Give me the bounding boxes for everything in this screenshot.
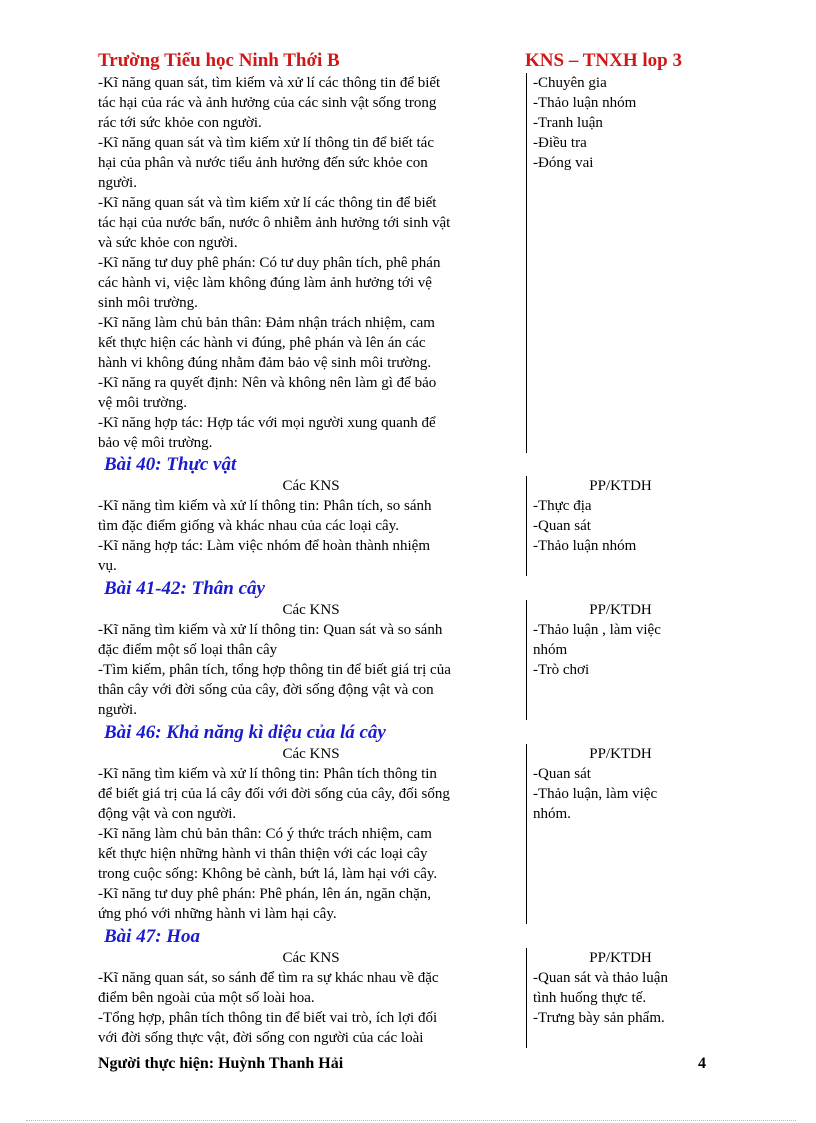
skill-text-line: người. — [98, 702, 137, 718]
method-text-line: -Trưng bày sản phẩm. — [533, 1010, 665, 1026]
method-text-line: -Thảo luận, làm việc — [533, 786, 658, 802]
skills-column — [98, 744, 524, 924]
skill-text-line: rác tới sức khỏe con người. — [98, 115, 262, 131]
method-text-line: -Quan sát — [533, 518, 591, 534]
skill-text-line: -Kĩ năng quan sát, so sánh để tìm ra sự khác nhau về đặc — [98, 970, 439, 986]
skill-text-line: -Kĩ năng tư duy phê phán: Có tư duy phân tích, phê phán — [98, 255, 441, 271]
column-divider — [526, 948, 527, 1048]
skill-text-line: để biết giá trị của lá cây đối với đời sống của cây, đối sống — [98, 786, 450, 802]
method-text-line: -Thảo luận nhóm — [533, 95, 637, 111]
skill-text-line: và sức khỏe con người. — [98, 235, 238, 251]
skill-text-line: người. — [98, 175, 137, 191]
column-divider — [526, 600, 527, 720]
skills-column — [98, 476, 524, 576]
skills-column-header: Các KNS — [282, 602, 340, 618]
page-number: 4 — [698, 1055, 706, 1072]
skill-text-line: vệ môi trường. — [98, 395, 187, 411]
lesson-table-row — [98, 600, 713, 720]
skill-text-line: -Kĩ năng hợp tác: Hợp tác với mọi người xung quanh để — [98, 415, 436, 431]
skills-column-header: Các KNS — [282, 746, 340, 762]
skill-text-line: -Kĩ năng quan sát, tìm kiếm và xử lí các thông tin để biết — [98, 75, 441, 91]
method-text-line: -Quan sát và thảo luận — [533, 970, 668, 986]
skill-text-line: ứng phó với những hành vi làm hại cây. — [98, 906, 337, 922]
method-text-line: nhóm — [533, 642, 568, 658]
skill-text-line: tìm đặc điểm giống và khác nhau của các loại cây. — [98, 518, 399, 534]
method-text-line: tình huống thực tế. — [533, 990, 647, 1006]
method-text-line: -Đóng vai — [533, 155, 594, 171]
skill-text-line: tác hại của rác và ảnh hưởng của các sinh vật sống trong — [98, 95, 437, 111]
skill-text-line: các hành vi, việc làm không đúng làm ảnh hưởng tới vệ — [98, 275, 432, 291]
skill-text-line: kết thực hiện những hành vi thân thiện với các loại cây — [98, 846, 428, 862]
skill-text-line: -Kĩ năng hợp tác: Làm việc nhóm để hoàn thành nhiệm — [98, 538, 431, 554]
lesson-table-row — [98, 476, 713, 576]
skill-text-line: -Tổng hợp, phân tích thông tin để biết vai trò, ích lợi đối — [98, 1010, 438, 1026]
method-text-line: nhóm. — [533, 806, 571, 822]
methods-column — [533, 476, 708, 556]
lesson-title: Bài 46: Khả năng kì diệu của lá cây — [104, 722, 386, 743]
skill-text-line: trong cuộc sống: Không bẻ cành, bứt lá, làm hại với cây. — [98, 866, 438, 882]
skills-column — [98, 948, 524, 1048]
skill-text-line: vụ. — [98, 558, 117, 574]
lesson-title: Bài 47: Hoa — [104, 926, 201, 947]
methods-column — [533, 73, 708, 173]
methods-column-header: PP/KTDH — [589, 746, 652, 762]
lesson-table-row — [98, 744, 713, 924]
skill-text-line: -Kĩ năng tư duy phê phán: Phê phán, lên án, ngăn chặn, — [98, 886, 432, 902]
lesson-table-row — [98, 948, 713, 1048]
methods-column-header: PP/KTDH — [589, 950, 652, 966]
method-text-line: -Chuyên gia — [533, 75, 607, 91]
skill-text-line: thân cây với đời sống của cây, đời sống động vật và con — [98, 682, 434, 698]
methods-column-header: PP/KTDH — [589, 478, 652, 494]
skill-text-line: -Kĩ năng tìm kiếm và xử lí thông tin: Phân tích, so sánh — [98, 498, 432, 514]
methods-column — [533, 744, 708, 824]
subject-title: KNS – TNXH lop 3 — [525, 50, 682, 71]
column-divider — [526, 744, 527, 924]
skill-text-line: bảo vệ môi trường. — [98, 435, 213, 451]
methods-column — [533, 600, 708, 680]
method-text-line: -Trò chơi — [533, 662, 590, 678]
skill-text-line: hành vi không đúng nhằm đảm bảo vệ sinh môi trường. — [98, 355, 432, 371]
column-divider — [526, 476, 527, 576]
methods-column-header: PP/KTDH — [589, 602, 652, 618]
skills-column-header: Các KNS — [282, 478, 340, 494]
skill-text-line: -Kĩ năng làm chủ bản thân: Có ý thức trách nhiệm, cam — [98, 826, 432, 842]
skill-text-line: điểm bên ngoài của một số loài hoa. — [98, 990, 315, 1006]
skill-text-line: -Kĩ năng làm chủ bản thân: Đảm nhận trách nhiệm, cam — [98, 315, 435, 331]
skills-column — [98, 600, 524, 720]
method-text-line: -Thực địa — [533, 498, 592, 514]
lesson-title: Bài 41-42: Thân cây — [104, 578, 265, 599]
method-text-line: -Thảo luận nhóm — [533, 538, 637, 554]
skill-text-line: kết thực hiện các hành vi đúng, phê phán và lên án các — [98, 335, 426, 351]
skill-text-line: hại của phân và nước tiểu ảnh hưởng đến sức khỏe con — [98, 155, 428, 171]
intro-table-row — [98, 73, 713, 453]
skill-text-line: -Kĩ năng ra quyết định: Nên và không nên làm gì để bảo — [98, 375, 437, 391]
skill-text-line: đặc điểm một số loại thân cây — [98, 642, 278, 658]
skill-text-line: -Kĩ năng tìm kiếm và xử lí thông tin: Quan sát và so sánh — [98, 622, 443, 638]
skill-text-line: với đời sống thực vật, đời sống con người của các loài — [98, 1030, 424, 1046]
author-footer: Người thực hiện: Huỳnh Thanh Hải — [98, 1055, 344, 1072]
method-text-line: -Thảo luận , làm việc — [533, 622, 661, 638]
skills-column — [98, 73, 524, 453]
skill-text-line: -Kĩ năng tìm kiếm và xử lí thông tin: Phân tích thông tin — [98, 766, 437, 782]
skill-text-line: -Kĩ năng quan sát và tìm kiếm xử lí thông tin để biết tác — [98, 135, 434, 151]
methods-column — [533, 948, 708, 1028]
skill-text-line: -Tìm kiếm, phân tích, tổng hợp thông tin để biết giá trị của — [98, 662, 451, 678]
skill-text-line: tác hại của nước bẩn, nước ô nhiễm ảnh hưởng tới sinh vật — [98, 215, 451, 231]
page-edge — [26, 1120, 796, 1121]
skills-column-header: Các KNS — [282, 950, 340, 966]
method-text-line: -Điều tra — [533, 135, 587, 151]
skill-text-line: động vật và con người. — [98, 806, 237, 822]
method-text-line: -Quan sát — [533, 766, 591, 782]
method-text-line: -Tranh luận — [533, 115, 603, 131]
skill-text-line: -Kĩ năng quan sát và tìm kiếm xử lí các thông tin để biết — [98, 195, 437, 211]
skill-text-line: sinh môi trường. — [98, 295, 198, 311]
school-name: Trường Tiểu học Ninh Thới B — [98, 50, 340, 71]
column-divider — [526, 73, 527, 453]
lesson-title: Bài 40: Thực vật — [104, 454, 237, 475]
